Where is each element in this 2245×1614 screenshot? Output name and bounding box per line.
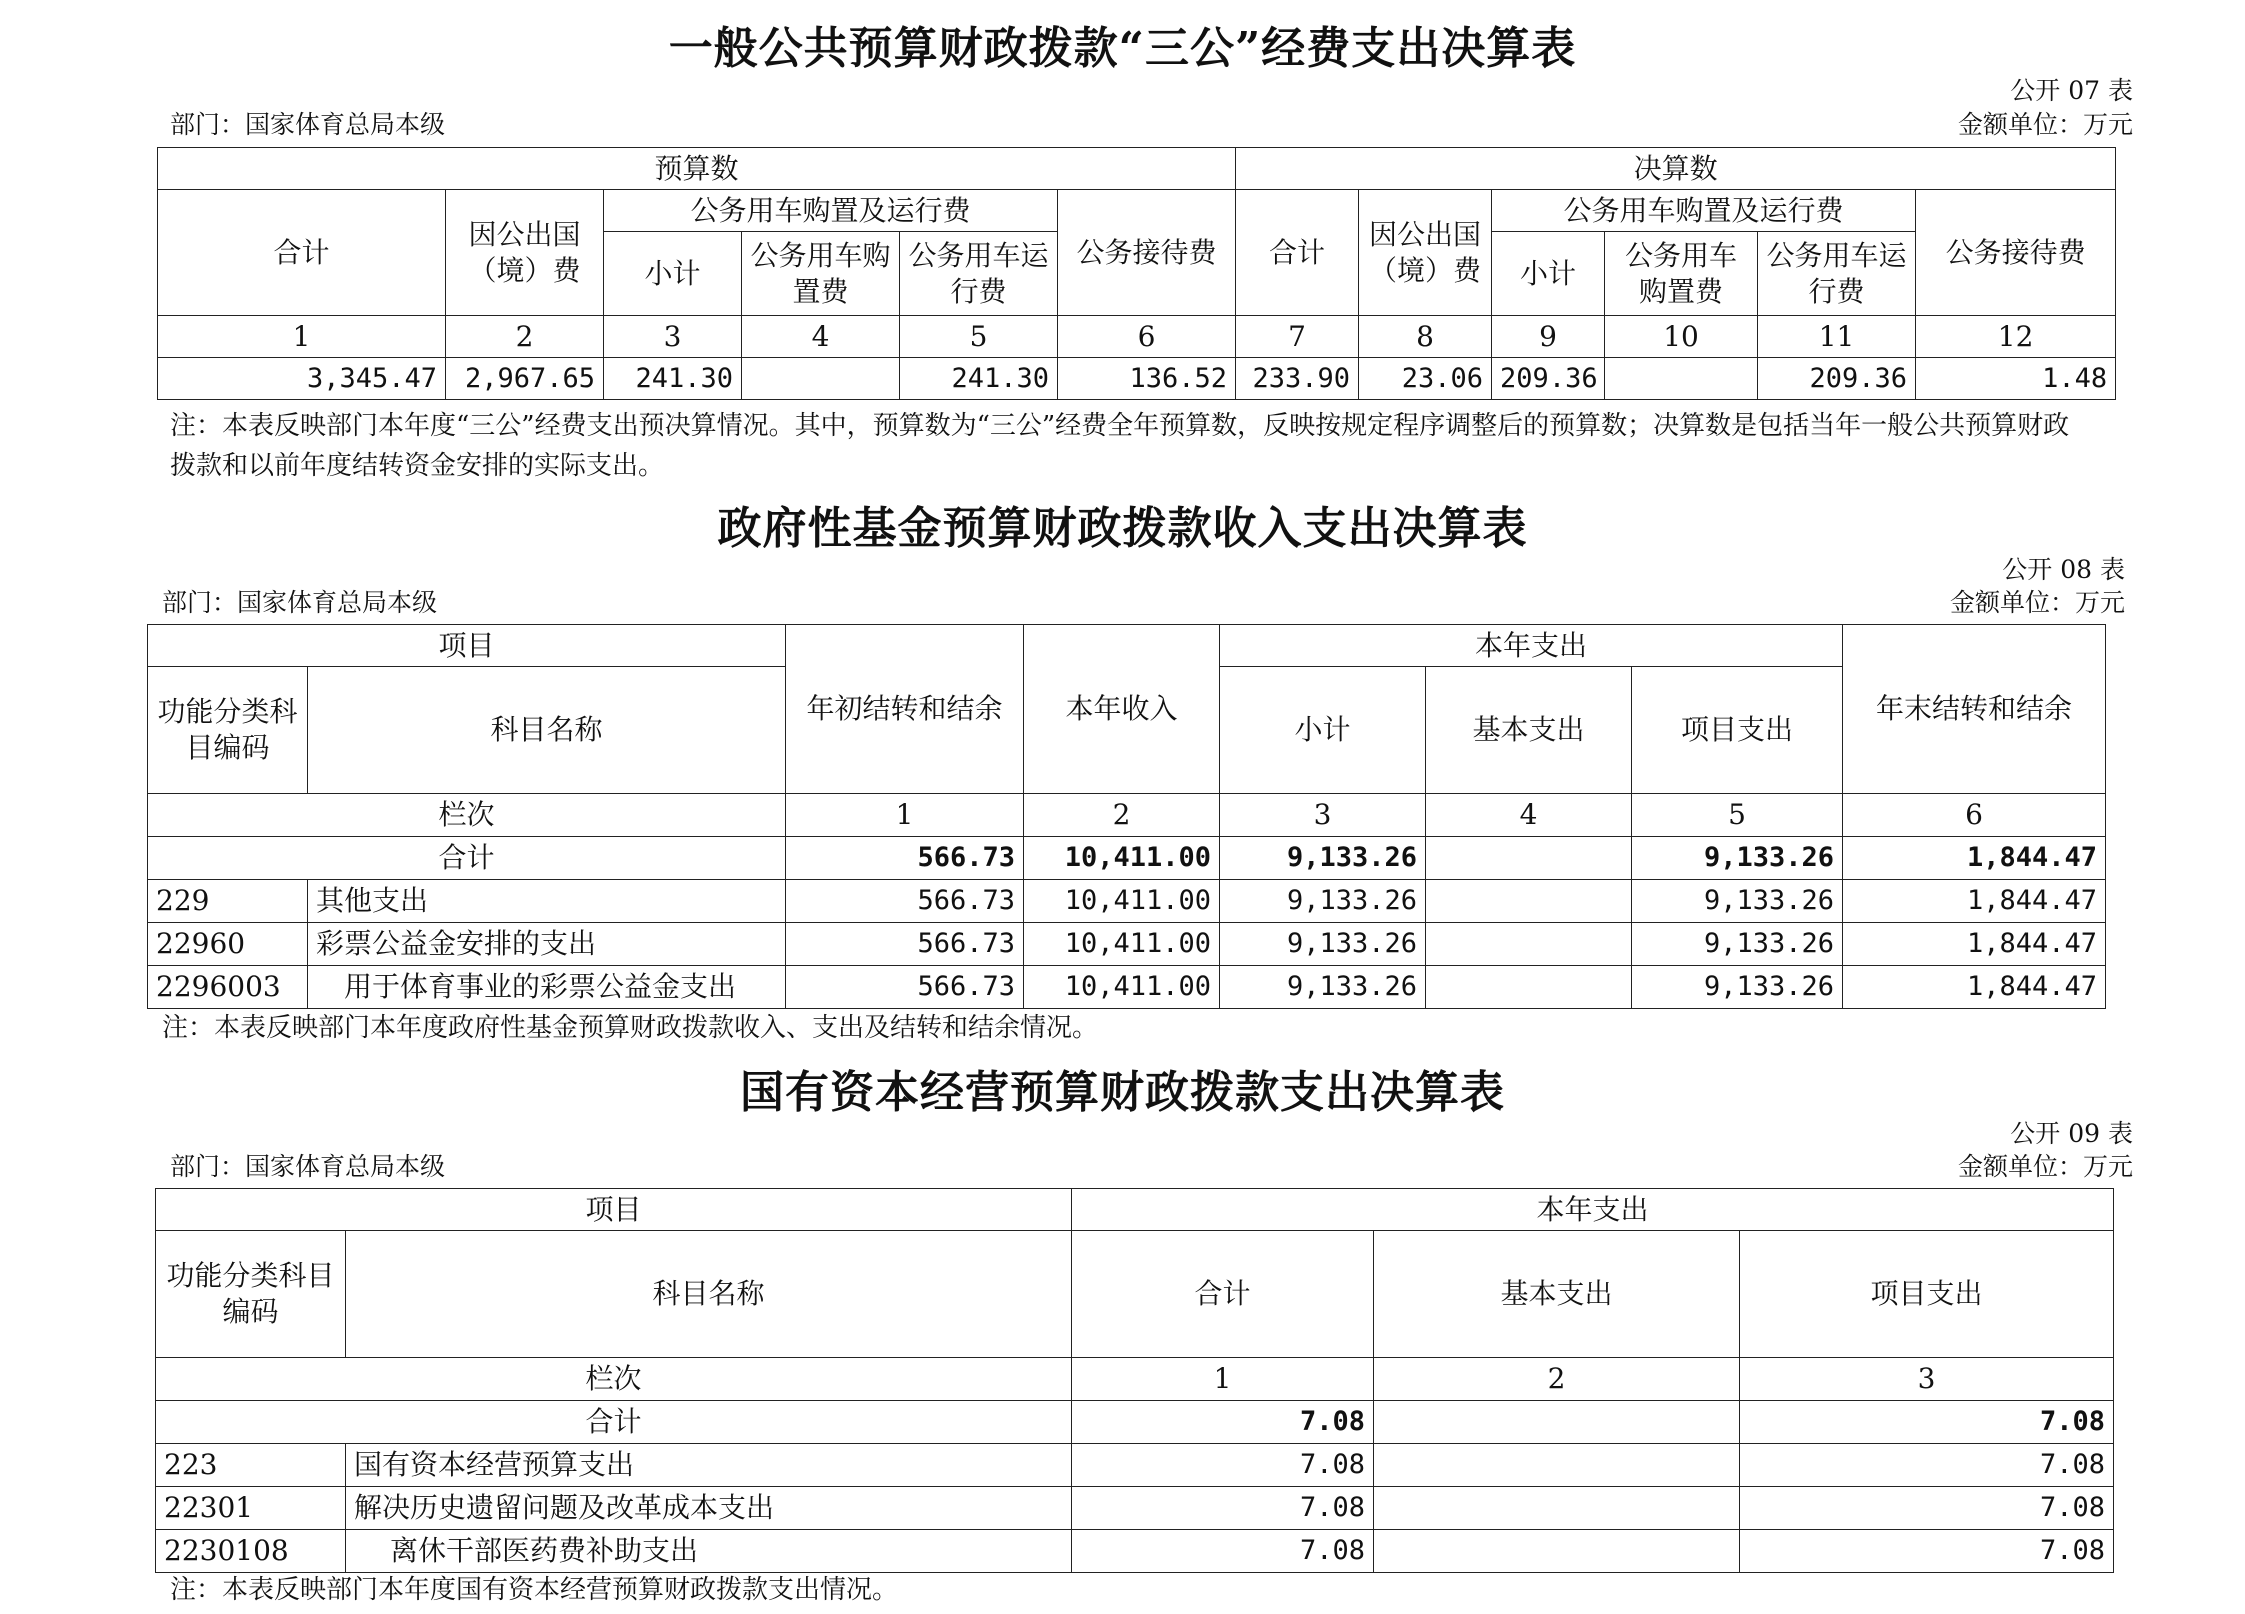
column-index: 5 bbox=[1632, 794, 1843, 837]
value-cell bbox=[1374, 1487, 1740, 1530]
value-cell: 9,133.26 bbox=[1632, 837, 1843, 880]
name-header: 科目名称 bbox=[308, 667, 786, 794]
value-cell bbox=[1426, 966, 1632, 1009]
value-cell: 3,345.47 bbox=[158, 358, 446, 400]
spend-header: 本年支出 bbox=[1220, 625, 1843, 667]
code-cell: 22301 bbox=[156, 1487, 346, 1530]
value-cell: 7.08 bbox=[1072, 1401, 1374, 1444]
value-cell: 9,133.26 bbox=[1220, 837, 1426, 880]
table-08-title: 政府性基金预算财政拨款收入支出决算表 bbox=[717, 503, 1528, 554]
table-09-department: 部门：国家体育总局本级 bbox=[170, 1152, 446, 1181]
end-balance-header: 年末结转和结余 bbox=[1843, 625, 2106, 794]
value-cell: 7.08 bbox=[1740, 1530, 2114, 1573]
three-public-expenses-table bbox=[157, 147, 2116, 400]
code-cell: 22960 bbox=[148, 923, 308, 966]
column-index: 6 bbox=[1058, 316, 1236, 358]
column-index: 2 bbox=[1374, 1358, 1740, 1401]
name-cell: 彩票公益金安排的支出 bbox=[308, 923, 786, 966]
value-cell bbox=[1374, 1401, 1740, 1444]
table-09-note: 注：本表反映部门本年度国有资本经营预算财政拨款支出情况。 bbox=[170, 1575, 899, 1605]
table-09-number: 公开 09 表 bbox=[2010, 1119, 2133, 1148]
table-07-unit: 金额单位：万元 bbox=[1957, 110, 2133, 139]
value-cell: 10,411.00 bbox=[1024, 923, 1220, 966]
name-cell: 国有资本经营预算支出 bbox=[346, 1444, 1072, 1487]
code-cell: 2296003 bbox=[148, 966, 308, 1009]
value-cell: 241.30 bbox=[604, 358, 742, 400]
budget-car-run-header: 公务用车运行费 bbox=[900, 232, 1058, 316]
code-header: 功能分类科目编码 bbox=[148, 667, 308, 794]
column-index: 7 bbox=[1236, 316, 1359, 358]
final-reception-header: 公务接待费 bbox=[1916, 190, 2116, 316]
project-header: 项目支出 bbox=[1740, 1231, 2114, 1358]
table-09-title: 国有资本经营预算财政拨款支出决算表 bbox=[740, 1067, 1505, 1118]
value-cell: 566.73 bbox=[786, 880, 1024, 923]
column-index: 4 bbox=[1426, 794, 1632, 837]
column-index: 2 bbox=[446, 316, 604, 358]
value-cell bbox=[742, 358, 900, 400]
value-cell: 7.08 bbox=[1072, 1530, 1374, 1573]
value-cell: 566.73 bbox=[786, 966, 1024, 1009]
value-cell: 1,844.47 bbox=[1843, 880, 2106, 923]
value-cell: 566.73 bbox=[786, 923, 1024, 966]
value-cell: 9,133.26 bbox=[1220, 880, 1426, 923]
table-row bbox=[156, 1444, 2114, 1487]
name-cell: 其他支出 bbox=[308, 880, 786, 923]
value-cell bbox=[1605, 358, 1758, 400]
column-index: 1 bbox=[786, 794, 1024, 837]
income-header: 本年收入 bbox=[1024, 625, 1220, 794]
table-07-department: 部门：国家体育总局本级 bbox=[170, 110, 446, 139]
value-cell: 9,133.26 bbox=[1220, 923, 1426, 966]
table-07-title: 一般公共预算财政拨款“三公”经费支出决算表 bbox=[668, 23, 1577, 74]
value-cell bbox=[1426, 923, 1632, 966]
total-header: 合计 bbox=[1072, 1231, 1374, 1358]
basic-header: 基本支出 bbox=[1426, 667, 1632, 794]
value-cell: 23.06 bbox=[1359, 358, 1492, 400]
column-index: 2 bbox=[1024, 794, 1220, 837]
total-row bbox=[156, 1401, 2114, 1444]
final-total-header: 合计 bbox=[1236, 190, 1359, 316]
table-row bbox=[148, 966, 2106, 1009]
column-index: 11 bbox=[1758, 316, 1916, 358]
value-cell: 9,133.26 bbox=[1220, 966, 1426, 1009]
table-08-department: 部门：国家体育总局本级 bbox=[162, 588, 438, 617]
value-cell: 2,967.65 bbox=[446, 358, 604, 400]
value-cell: 1,844.47 bbox=[1843, 837, 2106, 880]
value-cell: 233.90 bbox=[1236, 358, 1359, 400]
code-cell: 223 bbox=[156, 1444, 346, 1487]
value-cell: 9,133.26 bbox=[1632, 923, 1843, 966]
column-index: 12 bbox=[1916, 316, 2116, 358]
table-row bbox=[158, 358, 2116, 400]
column-index: 6 bbox=[1843, 794, 2106, 837]
table-08-note: 注：本表反映部门本年度政府性基金预算财政拨款收入、支出及结转和结余情况。 bbox=[162, 1013, 1099, 1043]
final-group-header: 决算数 bbox=[1236, 148, 2116, 190]
budget-subtotal-header: 小计 bbox=[604, 232, 742, 316]
value-cell: 209.36 bbox=[1758, 358, 1916, 400]
value-cell: 7.08 bbox=[1072, 1487, 1374, 1530]
final-car-run-header: 公务用车运行费 bbox=[1758, 232, 1916, 316]
total-label: 合计 bbox=[156, 1401, 1072, 1444]
column-index: 1 bbox=[1072, 1358, 1374, 1401]
value-cell: 9,133.26 bbox=[1632, 880, 1843, 923]
value-cell: 7.08 bbox=[1740, 1401, 2114, 1444]
column-index: 1 bbox=[158, 316, 446, 358]
budget-abroad-header: 因公出国（境）费 bbox=[446, 190, 604, 316]
table-07-number: 公开 07 表 bbox=[2010, 76, 2133, 105]
final-car-buy-header: 公务用车购置费 bbox=[1605, 232, 1758, 316]
code-header: 功能分类科目编码 bbox=[156, 1231, 346, 1358]
final-car-header: 公务用车购置及运行费 bbox=[1492, 190, 1916, 232]
value-cell: 1,844.47 bbox=[1843, 923, 2106, 966]
project-header: 项目支出 bbox=[1632, 667, 1843, 794]
budget-total-header: 合计 bbox=[158, 190, 446, 316]
column-index: 4 bbox=[742, 316, 900, 358]
value-cell: 7.08 bbox=[1740, 1487, 2114, 1530]
table-row bbox=[148, 923, 2106, 966]
item-header: 项目 bbox=[156, 1189, 1072, 1231]
value-cell bbox=[1426, 837, 1632, 880]
value-cell bbox=[1374, 1530, 1740, 1573]
value-cell: 10,411.00 bbox=[1024, 837, 1220, 880]
value-cell: 209.36 bbox=[1492, 358, 1605, 400]
column-index: 8 bbox=[1359, 316, 1492, 358]
value-cell bbox=[1426, 880, 1632, 923]
value-cell: 10,411.00 bbox=[1024, 880, 1220, 923]
table-07-note: 注：本表反映部门本年度“三公”经费支出预决算情况。其中，预算数为“三公”经费全年预算数，反映按规定程序调整后的预算数；决算数是包括当年一般公共预算财政拨款和以前年度结转资金安排的实际支出。 bbox=[170, 411, 2070, 481]
code-cell: 229 bbox=[148, 880, 308, 923]
column-index: 5 bbox=[900, 316, 1058, 358]
table-08-unit: 金额单位：万元 bbox=[1949, 588, 2125, 617]
name-cell: 用于体育事业的彩票公益金支出 bbox=[308, 966, 786, 1009]
value-cell: 1.48 bbox=[1916, 358, 2116, 400]
value-cell: 241.30 bbox=[900, 358, 1058, 400]
value-cell: 136.52 bbox=[1058, 358, 1236, 400]
subtotal-header: 小计 bbox=[1220, 667, 1426, 794]
code-cell: 2230108 bbox=[156, 1530, 346, 1573]
value-cell: 1,844.47 bbox=[1843, 966, 2106, 1009]
total-label: 合计 bbox=[148, 837, 786, 880]
spend-header: 本年支出 bbox=[1072, 1189, 2114, 1231]
name-cell: 离休干部医药费补助支出 bbox=[346, 1530, 1072, 1573]
budget-group-header: 预算数 bbox=[158, 148, 1236, 190]
total-row bbox=[148, 837, 2106, 880]
table-row bbox=[156, 1530, 2114, 1573]
government-fund-table bbox=[147, 624, 2106, 1009]
budget-reception-header: 公务接待费 bbox=[1058, 190, 1236, 316]
value-cell: 7.08 bbox=[1740, 1444, 2114, 1487]
value-cell: 9,133.26 bbox=[1632, 966, 1843, 1009]
name-header: 科目名称 bbox=[346, 1231, 1072, 1358]
column-index: 9 bbox=[1492, 316, 1605, 358]
column-index: 3 bbox=[1220, 794, 1426, 837]
state-capital-table bbox=[155, 1188, 2114, 1573]
table-08-number: 公开 08 表 bbox=[2002, 555, 2125, 584]
budget-car-header: 公务用车购置及运行费 bbox=[604, 190, 1058, 232]
value-cell: 566.73 bbox=[786, 837, 1024, 880]
column-index-label: 栏次 bbox=[156, 1358, 1072, 1401]
name-cell: 解决历史遗留问题及改革成本支出 bbox=[346, 1487, 1072, 1530]
final-abroad-header: 因公出国（境）费 bbox=[1359, 190, 1492, 316]
budget-car-buy-header: 公务用车购置费 bbox=[742, 232, 900, 316]
table-09-unit: 金额单位：万元 bbox=[1957, 1152, 2133, 1181]
column-index-label: 栏次 bbox=[148, 794, 786, 837]
value-cell bbox=[1374, 1444, 1740, 1487]
begin-balance-header: 年初结转和结余 bbox=[786, 625, 1024, 794]
column-index: 3 bbox=[604, 316, 742, 358]
column-index: 10 bbox=[1605, 316, 1758, 358]
value-cell: 7.08 bbox=[1072, 1444, 1374, 1487]
table-row bbox=[156, 1487, 2114, 1530]
value-cell: 10,411.00 bbox=[1024, 966, 1220, 1009]
final-subtotal-header: 小计 bbox=[1492, 232, 1605, 316]
item-header: 项目 bbox=[148, 625, 786, 667]
table-row bbox=[148, 880, 2106, 923]
basic-header: 基本支出 bbox=[1374, 1231, 1740, 1358]
column-index: 3 bbox=[1740, 1358, 2114, 1401]
